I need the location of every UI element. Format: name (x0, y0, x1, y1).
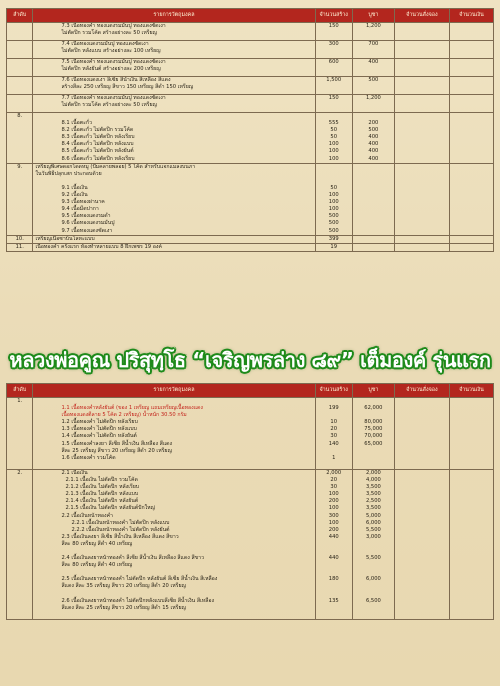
item-line: 2.6 เนื้อเงินลงยาหน้าทองคำ ไม่ตัดปีกหลังแบบลีเซีย สีน้ำเงิน สีเหลือง (61, 597, 215, 604)
item-description (33, 95, 315, 113)
item-description (33, 243, 315, 251)
price-value: 3,500 (365, 491, 381, 498)
price-cell: 400 (352, 59, 394, 77)
item-line: 7.5 เนื้อทองคำ ทองแดงรมมันปู ทองแดงซัดเงา (61, 59, 166, 65)
item-line: 8.6 เนื้อตะกั่ว ไม่ตัดปีก หลังเรียบ (61, 155, 135, 162)
item-line: 8.4 เนื้อตะกั่ว ไม่ตัดปีก หลังแบบ (61, 141, 134, 148)
price-value: 80,000 (364, 419, 383, 426)
qty-cell: 150 (315, 95, 352, 113)
item-description (33, 23, 315, 41)
spacer (355, 605, 392, 612)
amount-cell (449, 41, 493, 59)
row-no: 11. (7, 243, 33, 251)
spacer (355, 591, 392, 598)
price-cell: 1,200 (352, 23, 394, 41)
spacer (35, 462, 312, 469)
price-cell (352, 113, 394, 164)
qty-cell (315, 163, 352, 235)
item-line: เหรียญพิเศษดอกโดดหมู (ปั๊มคลายพลอย) 5 โค้ด สำหรับแจกแมลงบนภา (35, 163, 196, 170)
item-line: ไม่ตัดปีก รวมโค้ด สร้างอย่างละ 50 เหรียญ (61, 30, 157, 37)
spacer (318, 448, 350, 455)
row-no: 8. (7, 113, 33, 164)
price-value: 200 (368, 120, 379, 127)
spacer (355, 113, 392, 120)
qty-value: 100 (328, 155, 339, 162)
amount-cell (449, 163, 493, 235)
item-description (33, 163, 315, 235)
item-description (33, 41, 315, 59)
table-row (7, 41, 494, 59)
qty-value: 100 (328, 206, 339, 213)
spacer (355, 398, 392, 405)
spacer (355, 583, 392, 590)
qty-value: 440 (328, 555, 339, 562)
qty-value: 20 (330, 426, 338, 433)
table-row (7, 113, 494, 164)
item-line: 1.6 เนื้อทองคำ รวมโค้ด (61, 454, 116, 461)
amount-cell (449, 23, 493, 41)
ordered-cell (394, 23, 449, 41)
item-line: สีละ 80 เหรียญ สีดำ 40 เหรียญ (61, 562, 133, 569)
price-value: 2,000 (365, 469, 381, 476)
price-cell (352, 243, 394, 251)
header-amount: จำนวนเงิน (449, 384, 493, 398)
item-description (33, 235, 315, 243)
spacer (35, 548, 312, 555)
qty-value: 2,000 (326, 469, 342, 476)
price-value (355, 455, 392, 462)
price-value: 400 (368, 155, 379, 162)
header-no: ลำดับ (7, 9, 33, 23)
item-line: 8.5 เนื้อตะกั่ว ไม่ตัดปีก หลังยันต์ (61, 148, 134, 155)
spacer (355, 448, 392, 455)
spacer (355, 541, 392, 548)
price-value: 3,500 (365, 505, 381, 512)
item-line: เนื้อทองคำ ครั้งแรก ห้องทำหลายแบบ 8 ฝึกเพชร 19 องค์ (35, 243, 162, 250)
price-cell (352, 235, 394, 243)
spacer (318, 605, 350, 612)
item-line: 2.2.2 เนื้อเงินหน้าทองคำ ไม่ตัดปีก หลังยันต์ (71, 526, 170, 533)
row-no: 10. (7, 235, 33, 243)
price-value: 3,500 (365, 484, 381, 491)
item-description (33, 113, 315, 164)
amount-cell (449, 235, 493, 243)
table-row (7, 59, 494, 77)
price-value: 6,000 (365, 519, 381, 526)
item-line: ไม่ตัดปีก หลังแบบ สร้างอย่างละ 100 เหรียญ (61, 48, 161, 55)
qty-cell: 19 (315, 243, 352, 251)
price-value: 400 (368, 141, 379, 148)
price-table-top (6, 8, 494, 252)
spacer (318, 541, 350, 548)
row-no: 1. (7, 398, 33, 470)
item-line: 2.5 เนื้อเงินลงยาหน้าทองคำ ไม่ตัดปีก หลังยันต์ ลีเซีย สีน้ำเงิน สีเหลือง (61, 576, 218, 583)
item-line: 9.4 เนื้อมีดปากา (61, 206, 99, 213)
spacer (318, 164, 350, 171)
item-line: 2.2 เนื้อเงินหน้าทองคำ (61, 512, 113, 519)
item-line: 8.2 เนื้อตะกั่ว ไม่ตัดปีก รวมโค้ด (61, 127, 134, 134)
ordered-cell (394, 59, 449, 77)
spacer (355, 569, 392, 576)
item-line: 2.1.5 เนื้อเงิน ไม่ตัดปีก หลังยันต์ปักใหญ่ (65, 505, 155, 512)
qty-value: 100 (328, 192, 339, 199)
row-no (7, 95, 33, 113)
qty-cell: 150 (315, 23, 352, 41)
ordered-cell (394, 77, 449, 95)
ordered-cell (394, 163, 449, 235)
amount-cell (449, 113, 493, 164)
table-row (7, 469, 494, 619)
price-value: 6,000 (365, 576, 381, 583)
spacer (318, 569, 350, 576)
item-description (33, 59, 315, 77)
qty-value: 500 (328, 227, 339, 234)
qty-value: 180 (328, 576, 339, 583)
spacer (318, 612, 350, 619)
price-table-bottom (6, 383, 494, 620)
table-header-row (7, 9, 494, 23)
item-line: 8.3 เนื้อตะกั่ว ไม่ตัดปีก หลังเรียบ (61, 134, 135, 141)
header-amount: จำนวนเงิน (449, 9, 493, 23)
ordered-cell (394, 113, 449, 164)
row-no (7, 77, 33, 95)
qty-value: 440 (328, 533, 339, 540)
qty-value: 100 (328, 505, 339, 512)
spacer (318, 113, 350, 120)
header-no: ลำดับ (7, 384, 33, 398)
amount-cell (449, 77, 493, 95)
price-cell: 1,200 (352, 95, 394, 113)
ordered-cell (394, 469, 449, 619)
item-line: 1.3 เนื้อทองคำ ไม่ตัดปีก หลังแบบ (61, 426, 137, 433)
item-line: 1.2 เนื้อทองคำ ไม่ตัดปีก หลังเรียบ (61, 419, 138, 426)
ordered-cell (394, 41, 449, 59)
qty-cell (315, 398, 352, 470)
qty-value: 300 (328, 512, 339, 519)
qty-value: 135 (328, 597, 339, 604)
ordered-cell (394, 235, 449, 243)
item-line: 9.7 เนื้อทองแดงซัดเงา (61, 227, 113, 234)
spacer (318, 412, 350, 419)
item-line: 2.1.1 เนื้อเงิน ไม่ตัดปีก รวมโค้ด (65, 477, 138, 484)
table-row (7, 163, 494, 235)
spacer (355, 562, 392, 569)
amount-cell (449, 59, 493, 77)
qty-value: 555 (328, 120, 339, 127)
qty-value: 50 (330, 184, 338, 191)
qty-value: 50 (330, 127, 338, 134)
item-line: 7.6 เนื้อทองแดงเงา ลีเซีย สีน้ำเงิน สีเหลือง สีแดง (61, 77, 171, 83)
item-line: เนื้อทองแดงตีลาย 5 โค้ด 2 เหรียญ) น้ำหนัก 30.50 กรัม (61, 412, 187, 419)
item-line: สีแดง สีละ 35 เหรียญ สีขาว 20 เหรียญ สีดำ 20 เหรียญ (61, 583, 186, 590)
item-line: 7.4 เนื้อทองแดงรมมันปู ทองแดงซัดเงา (61, 41, 149, 47)
item-line: ไม่ตัดปีก รวมโค้ด สร้างอย่างละ 50 เหรียญ (61, 102, 157, 109)
item-line: สร้างสีละ 250 เหรียญ สีขาว 150 เหรียญ สีดำ 150 เหรียญ (61, 84, 194, 91)
spacer (355, 548, 392, 555)
spacer (318, 591, 350, 598)
qty-value: 100 (328, 148, 339, 155)
item-line: ไม่ตัดปีก หลังยันต์ สร้างอย่างละ 200 เหรียญ (61, 66, 161, 73)
amount-cell (449, 95, 493, 113)
price-value: 400 (368, 148, 379, 155)
item-description (33, 77, 315, 95)
banner-title: หลวงพ่อคูณ ปริสุทฺโธ “เจริญพรล่าง ๘๙” เต็มองค์ รุ่นแรก (9, 348, 491, 372)
item-line: 9.5 เนื้อทองแดงรมดำ (61, 213, 111, 220)
qty-cell: 300 (315, 41, 352, 59)
item-line: 2.1.2 เนื้อเงิน ไม่ตัดปีก หลังเรียบ (65, 484, 140, 491)
qty-value: 500 (328, 220, 339, 227)
price-value: 500 (368, 127, 379, 134)
item-line: สีแดง สีละ 25 เหรียญ สีขาว 20 เหรียญ สีดำ 15 เหรียญ (61, 604, 186, 611)
qty-value: 100 (328, 141, 339, 148)
spacer (35, 178, 312, 185)
qty-value: 10 (330, 419, 338, 426)
spacer (318, 562, 350, 569)
item-line: 1.1 เนื้อทองคำหลังยันต์ (ของ 1 เหรียญ แถมเหรียญเนื้อทองแดง (61, 405, 203, 412)
ordered-cell (394, 95, 449, 113)
spacer (318, 171, 350, 178)
header-price: บูชา (352, 9, 394, 23)
spacer (318, 548, 350, 555)
qty-value: 140 (328, 440, 339, 447)
qty-cell: 600 (315, 59, 352, 77)
amount-cell (449, 398, 493, 470)
qty-value: 100 (328, 491, 339, 498)
qty-value: 1 (332, 454, 336, 461)
qty-value: 100 (328, 199, 339, 206)
spacer (318, 398, 350, 405)
qty-value: 200 (328, 526, 339, 533)
item-line: 9.6 เนื้อทองแดงรมมันปู (61, 220, 115, 227)
price-value: 3,000 (365, 533, 381, 540)
qty-cell (315, 469, 352, 619)
item-line: 2.1.3 เนื้อเงิน ไม่ตัดปีก หลังแบบ (65, 491, 139, 498)
ordered-cell (394, 243, 449, 251)
header-desc: รายการวัตถุมงคล (33, 384, 315, 398)
spacer (318, 178, 350, 185)
row-no (7, 23, 33, 41)
price-cell: 700 (352, 41, 394, 59)
table-header-row (7, 384, 494, 398)
header-desc: รายการวัตถุมงคล (33, 9, 315, 23)
price-cell: 500 (352, 77, 394, 95)
price-value: 5,500 (365, 526, 381, 533)
item-line: 2.2.1 เนื้อเงินหน้าทองคำ ไม่ตัดปีก หลังแบบ (71, 519, 170, 526)
header-qty: จำนวนสร้าง (315, 384, 352, 398)
price-value: 400 (368, 134, 379, 141)
qty-cell: 1,500 (315, 77, 352, 95)
item-line: เหรียญเนื้อซาบ็นโลหะแบบ (35, 235, 95, 242)
item-line: 9.2 เนื้อเงิน (61, 192, 88, 199)
table-row (7, 77, 494, 95)
ordered-cell (394, 398, 449, 470)
qty-value: 199 (328, 405, 339, 412)
price-value: 5,000 (365, 512, 381, 519)
price-value: 75,000 (364, 426, 383, 433)
price-value: 5,500 (365, 555, 381, 562)
spacer (318, 583, 350, 590)
spacer (35, 612, 312, 619)
amount-cell (449, 469, 493, 619)
row-no (7, 59, 33, 77)
header-ordered: จำนวนสั่งจอง (394, 9, 449, 23)
item-line: สีละ 25 เหรียญ สีขาว 20 เหรียญ สีดำ 20 เหรียญ (61, 447, 172, 454)
row-no: 2. (7, 469, 33, 619)
row-no (7, 41, 33, 59)
price-value: 6,500 (365, 597, 381, 604)
price-cell (352, 398, 394, 470)
qty-value: 200 (328, 498, 339, 505)
item-line: 2.3 เนื้อเงินลงยา ลีเซีย สีน้ำเงิน สีเหลือง สีแดง สีขาว (61, 533, 179, 540)
item-line: 2.1.4 เนื้อเงิน ไม่ตัดปีก หลังยันต์ (65, 498, 139, 505)
price-cell (352, 469, 394, 619)
header-ordered: จำนวนสั่งจอง (394, 384, 449, 398)
item-line: สีละ 80 เหรียญ สีดำ 40 เหรียญ (61, 540, 133, 547)
item-line: 2.4 เนื้อเงินลงยาหน้าทองคำ ลีเซีย สีน้ำเงิน สีเหลือง สีแดง สีขาว (61, 555, 204, 562)
item-line: ในวันพิธีปลุกเสก ประกอบด้วย (35, 170, 102, 177)
price-cell (352, 163, 394, 235)
item-line: 7.7 เนื้อทองคำ ทองแดงรมมันปู ทองแดงซัดเงา (61, 95, 166, 101)
qty-value: 30 (330, 484, 338, 491)
spacer (35, 591, 312, 598)
table-row (7, 398, 494, 470)
qty-value: 50 (330, 134, 338, 141)
item-line: 1.5 เนื้อทองคำลงยา ลีเซีย สีน้ำเงิน สีเหลือง สีแดง (61, 440, 173, 447)
qty-value: 20 (330, 477, 338, 484)
spacer (355, 412, 392, 419)
item-line: 9.3 เนื้อทองผ่านาค (61, 199, 105, 206)
header-price: บูชา (352, 384, 394, 398)
qty-cell (315, 113, 352, 164)
price-value: 2,500 (365, 498, 381, 505)
qty-value: 500 (328, 213, 339, 220)
header-qty: จำนวนสร้าง (315, 9, 352, 23)
item-description (33, 469, 315, 619)
table-row (7, 23, 494, 41)
price-value: 4,000 (365, 477, 381, 484)
item-line: 7.3 เนื้อทองคำ ทองแดงรมมันปู ทองแดงซัดเงา (61, 23, 166, 29)
table-row (7, 95, 494, 113)
item-line: 8.1 เนื้อตะกั่ว (61, 120, 92, 127)
qty-value: 30 (330, 433, 338, 440)
price-value: 65,000 (364, 440, 383, 447)
qty-cell: 399 (315, 235, 352, 243)
table-row (7, 235, 494, 243)
qty-value: 100 (328, 519, 339, 526)
item-line: 2.1 เนื้อเงิน (61, 469, 88, 476)
amount-cell (449, 243, 493, 251)
row-no: 9. (7, 163, 33, 235)
item-line: 9.1 เนื้อเงิน (61, 184, 88, 191)
price-value: 62,000 (364, 405, 383, 412)
item-description (33, 398, 315, 470)
item-line: 1.4 เนื้อทองคำ ไม่ตัดปีก หลังยันต์ (61, 433, 137, 440)
price-value: 70,000 (364, 433, 383, 440)
table-row (7, 243, 494, 251)
spacer (355, 612, 392, 619)
